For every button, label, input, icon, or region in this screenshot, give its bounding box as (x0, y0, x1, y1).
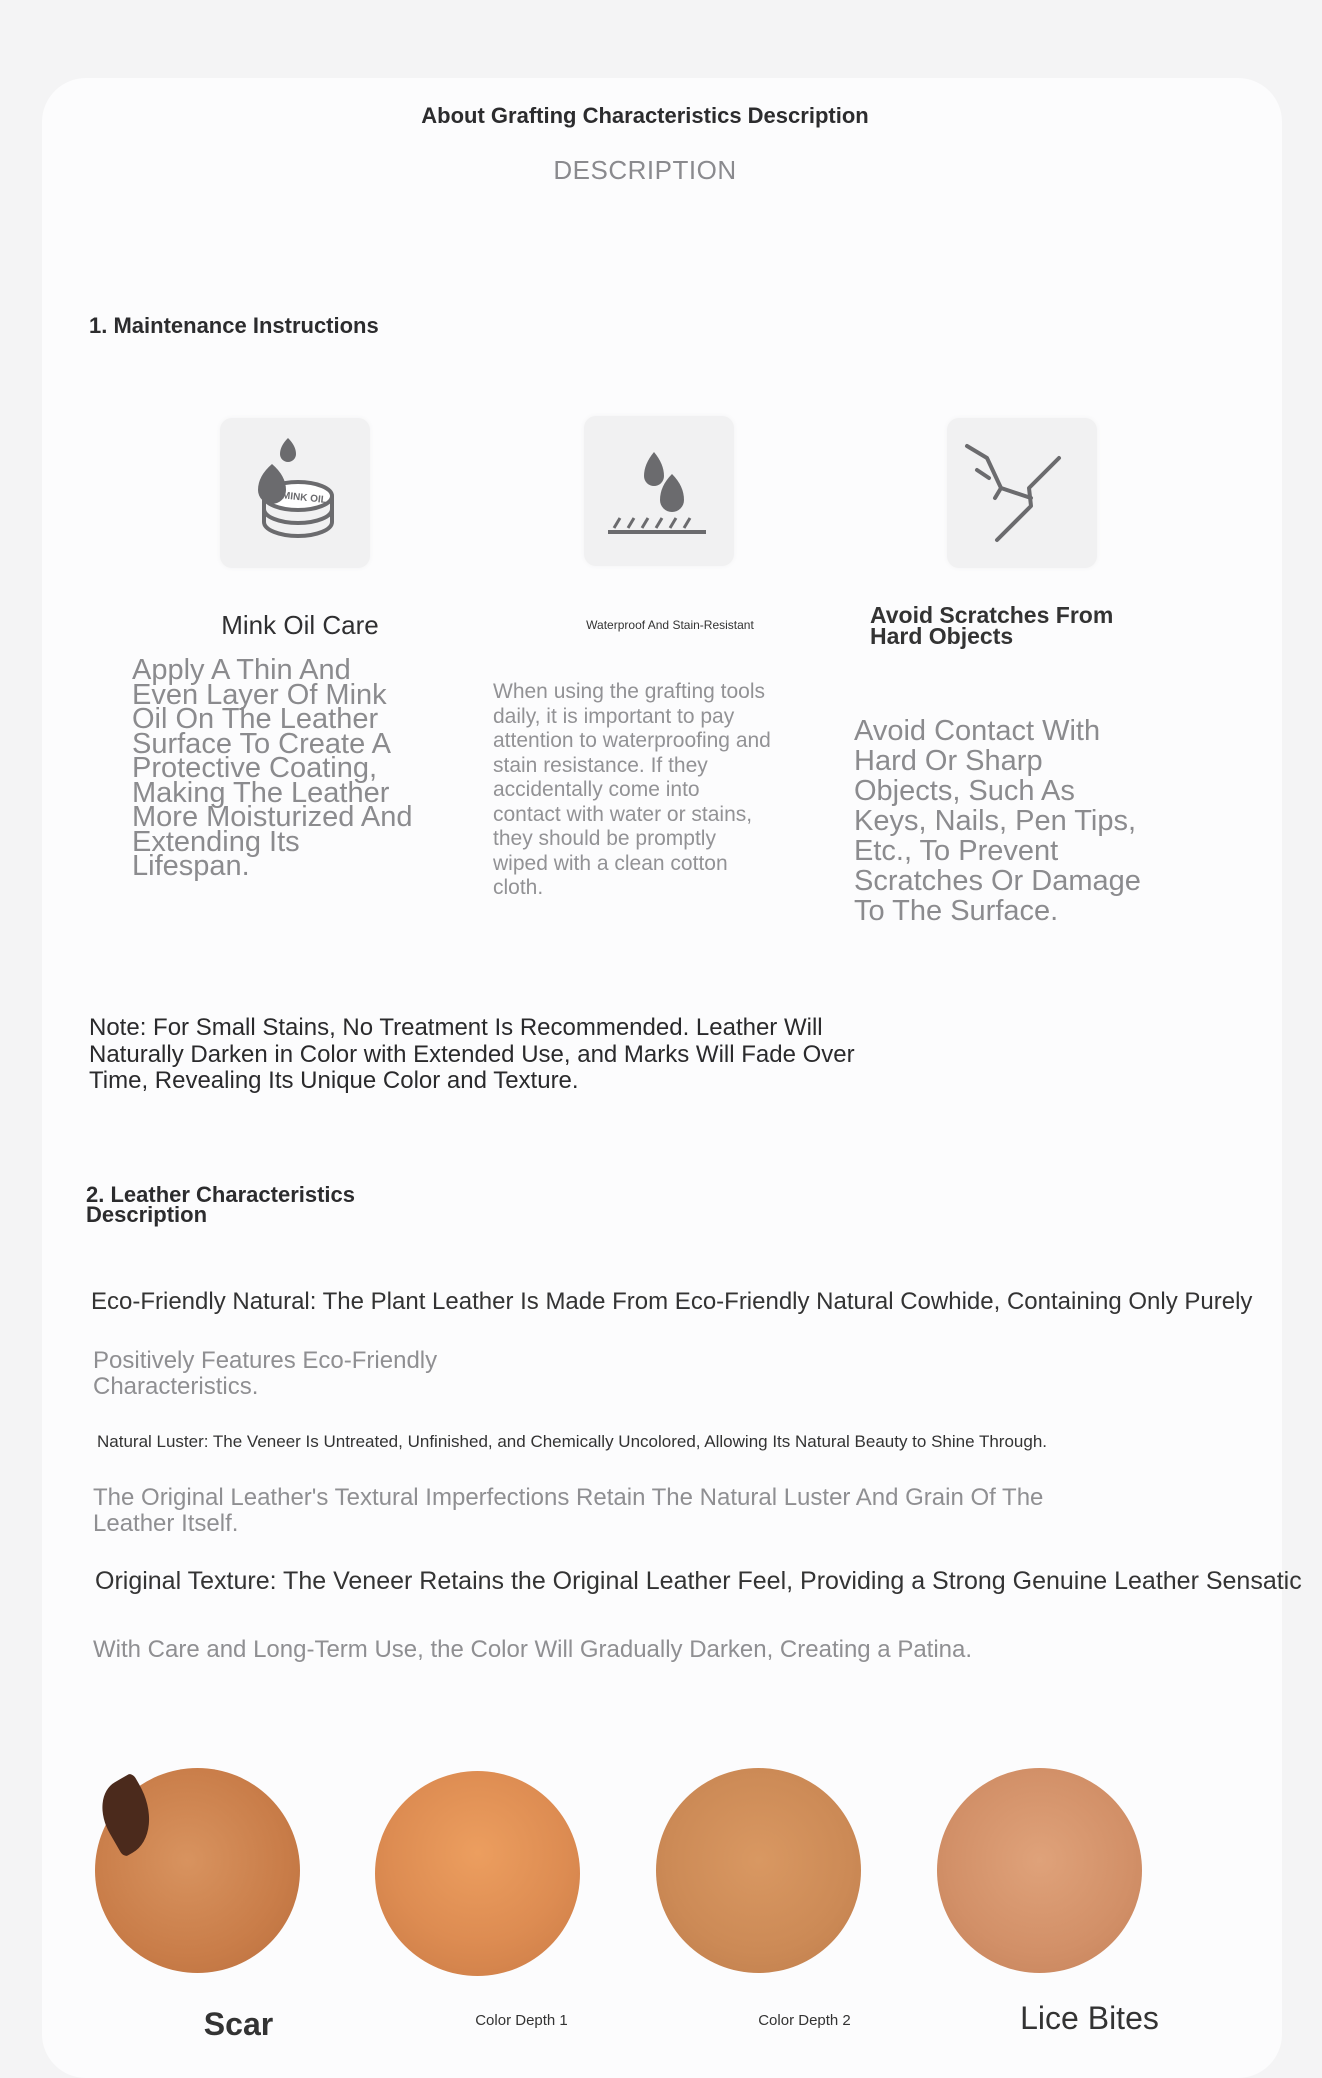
feature-desc-waterproof: When using the grafting tools daily, it is important to pay attention to waterproofing and stain resistance. If they accidentally come into contact with water or stains, they should be promptly wiped with a clean cotton cloth. (493, 680, 771, 899)
care-note: Note: For Small Stains, No Treatment Is Recommended. Leather Will Naturally Darken in Color with Extended Use, and Marks Will Fade Over Time, Revealing Its Unique Color and Texture. (89, 1014, 855, 1094)
section-title-maintenance: 1. Maintenance Instructions (89, 313, 379, 338)
characteristic-text: The Original Leather's Textural Imperfections Retain The Natural Luster And Grain Of The Leather Itself. (93, 1484, 1044, 1537)
swatch-scar (95, 1768, 300, 1973)
swatch-label-lice-bites: Lice Bites (1020, 2000, 1159, 2036)
feature-title-waterproof: Waterproof And Stain-Resistant (586, 618, 754, 632)
feature-title-scratches: Avoid Scratches From Hard Objects (870, 602, 1114, 649)
swatch-label-scar: Scar (203, 2006, 274, 2042)
swatch-color-depth-1 (375, 1771, 580, 1976)
mink-oil-tin-icon (220, 418, 370, 568)
page-title: About Grafting Characteristics Description (421, 103, 869, 128)
swatch-color-depth-2 (656, 1768, 861, 1973)
feature-desc-scratches: Avoid Contact With Hard Or Sharp Objects, Such As Keys, Nails, Pen Tips, Etc., To Prevent Scratches Or Damage To The Surface. (854, 715, 1141, 927)
feature-desc-mink-oil: Apply A Thin And Even Layer Of Mink Oil On The Leather Surface To Create A Protective Coating, Making The Leather More Moisturized And Extending Its Lifespan. (132, 654, 413, 882)
page-subtitle: DESCRIPTION (553, 155, 737, 185)
characteristic-heading: Natural Luster: The Veneer Is Untreated, Unfinished, and Chemically Uncolored, Allowing Its Natural Beauty to Shine Through. (97, 1432, 1048, 1451)
feature-title-mink-oil: Mink Oil Care (221, 610, 379, 640)
scratch-icon (947, 418, 1097, 568)
characteristic-text: Positively Features Eco-Friendly Characteristics. (93, 1347, 438, 1400)
swatch-label-color-depth-1: Color Depth 1 (475, 2012, 568, 2029)
water-drops-icon (584, 416, 734, 566)
section-title-characteristics: 2. Leather Characteristics Description (86, 1182, 356, 1227)
characteristic-heading: Original Texture: The Veneer Retains the Original Leather Feel, Providing a Strong Genuine Leather Sensatic (95, 1567, 1302, 1595)
characteristic-heading: Eco-Friendly Natural: The Plant Leather Is Made From Eco-Friendly Natural Cowhide, Containing Only Purely (91, 1288, 1253, 1315)
characteristic-text: With Care and Long-Term Use, the Color Will Gradually Darken, Creating a Patina. (93, 1636, 973, 1663)
svg-text:MINK OIL: MINK OIL (281, 490, 328, 506)
swatch-lice-bites (937, 1768, 1142, 1973)
swatch-label-color-depth-2: Color Depth 2 (758, 2012, 851, 2029)
